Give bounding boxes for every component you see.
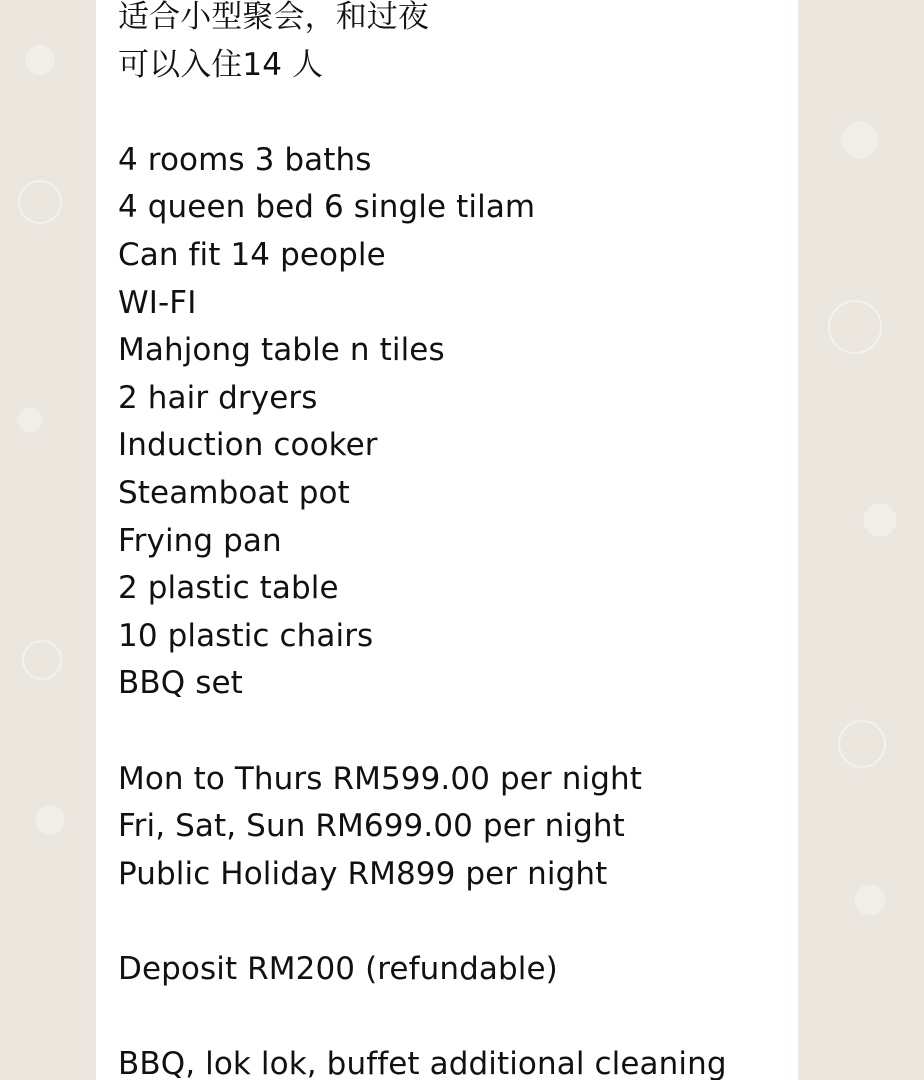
message-line: Frying pan <box>118 522 282 559</box>
wallpaper-doodle-icon <box>828 300 882 354</box>
message-line: Induction cooker <box>118 427 378 464</box>
message-line: 可以入住14 人 <box>118 46 324 83</box>
wallpaper-doodle-icon <box>22 640 62 680</box>
message-bubble[interactable] <box>96 0 798 1080</box>
message-line: Steamboat pot <box>118 474 350 511</box>
message-line: Deposit RM200 (refundable) <box>118 950 558 987</box>
message-line: 2 plastic table <box>118 570 339 607</box>
message-line: 适合小型聚会，和过夜 <box>118 0 429 35</box>
message-line: BBQ set <box>118 665 243 702</box>
message-line <box>118 993 798 1041</box>
message-line <box>118 89 798 137</box>
message-line: 4 rooms 3 baths <box>118 141 372 178</box>
message-line: BBQ, lok lok, buffet additional cleaning <box>118 1046 727 1080</box>
message-line: Can fit 14 people <box>118 236 386 273</box>
message-line: Public Holiday RM899 per night <box>118 855 608 892</box>
message-line: Mon to Thurs RM599.00 per night <box>118 760 642 797</box>
message-line: Mahjong table n tiles <box>118 332 445 369</box>
message-text <box>118 0 798 1080</box>
wallpaper-doodle-icon <box>838 720 886 768</box>
message-line: Fri, Sat, Sun RM699.00 per night <box>118 808 625 845</box>
message-line: WI-FI <box>118 284 197 321</box>
wallpaper-doodle-icon <box>18 180 62 224</box>
message-line <box>118 708 798 756</box>
message-line: 10 plastic chairs <box>118 617 374 654</box>
message-line: 2 hair dryers <box>118 379 318 416</box>
message-line <box>118 898 798 946</box>
message-line: 4 queen bed 6 single tilam <box>118 189 536 226</box>
